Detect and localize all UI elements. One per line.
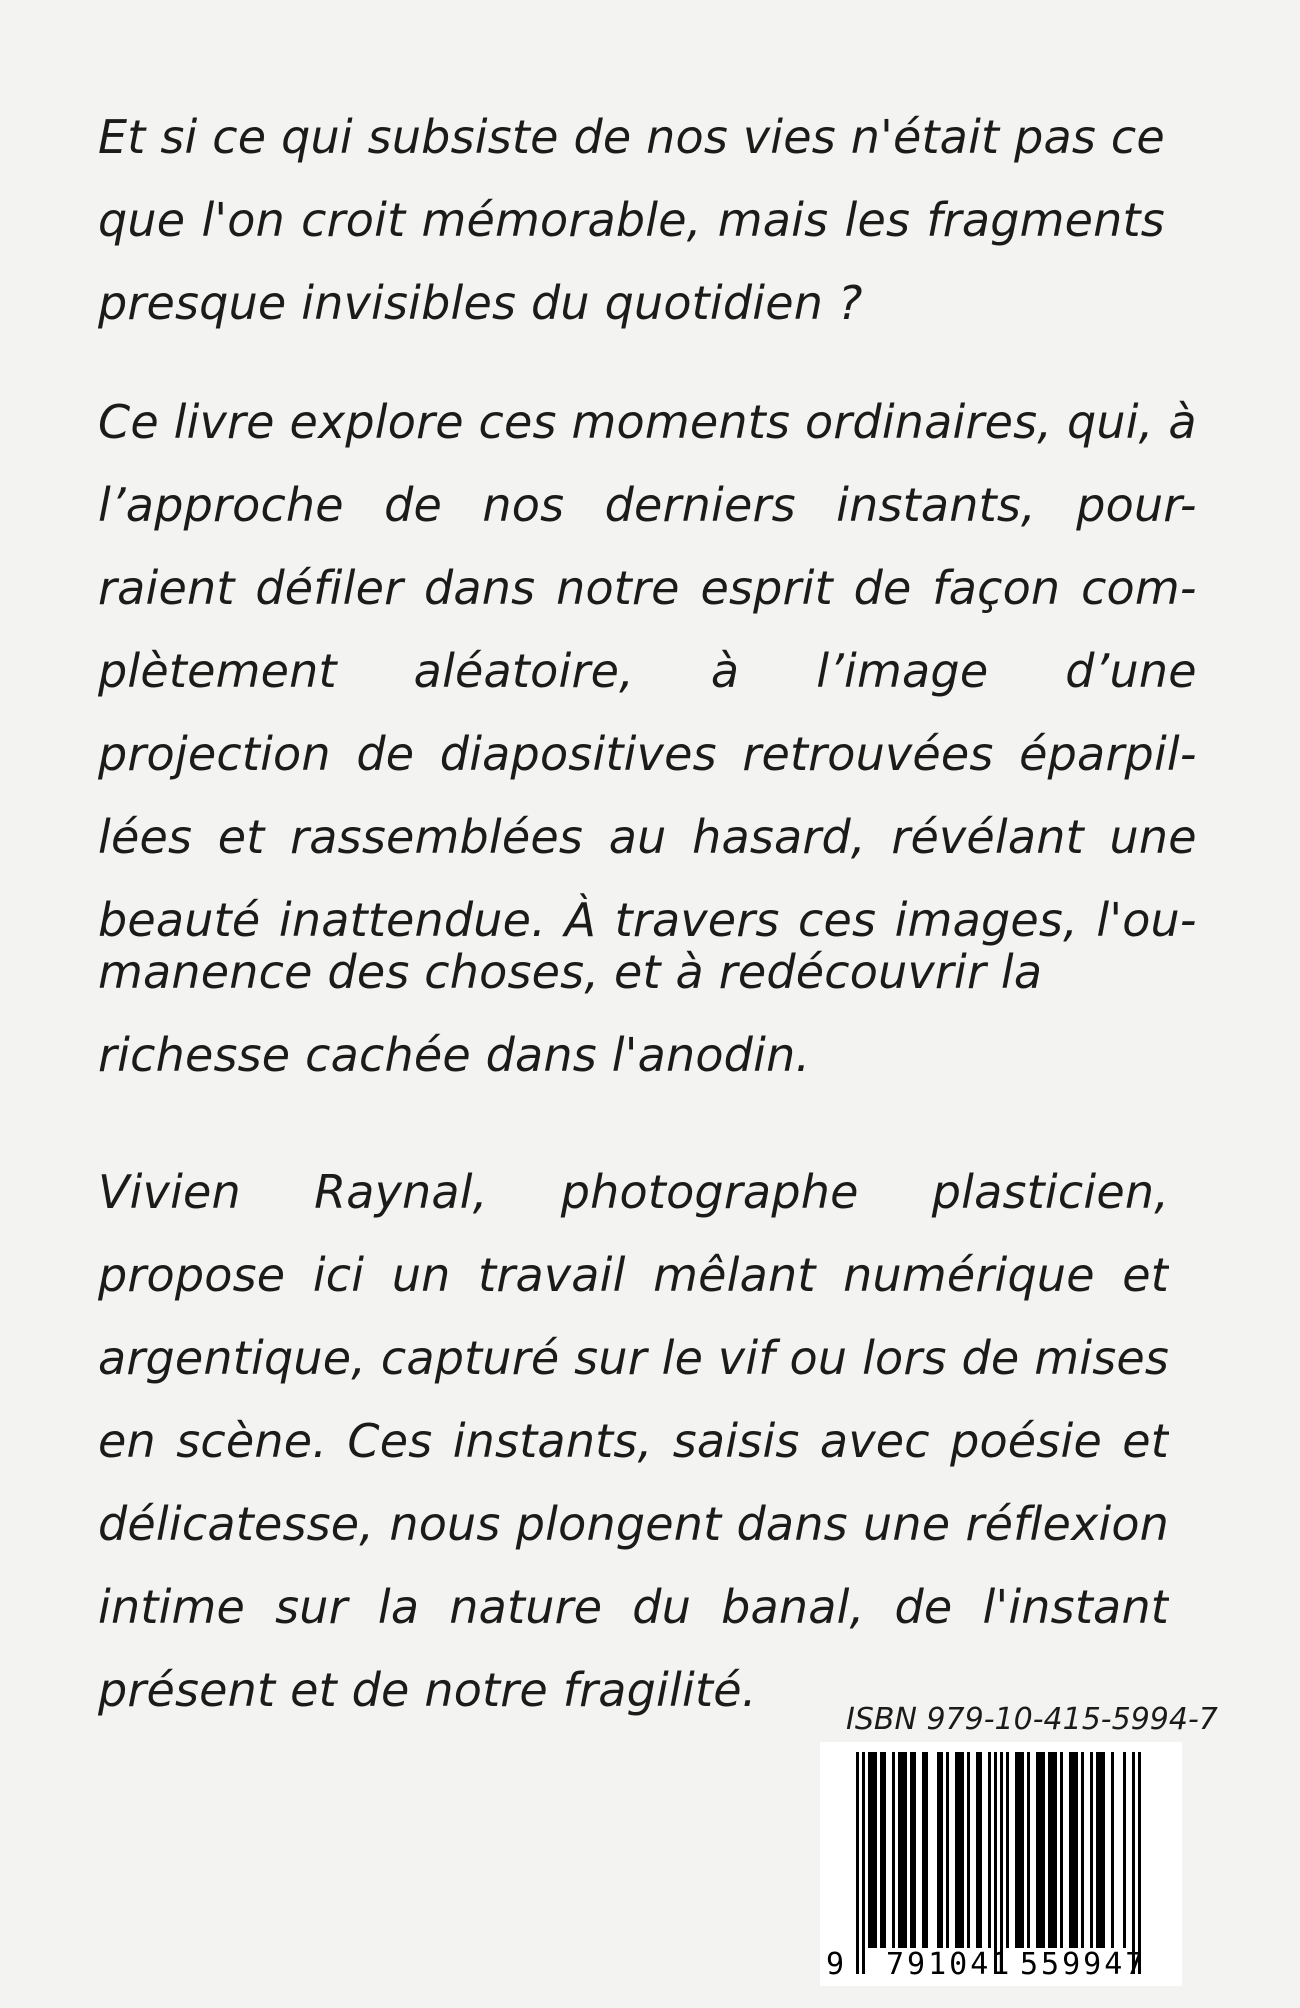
text-line: plètement aléatoire, à l’image d’une — [98, 644, 1197, 698]
barcode-bar — [922, 1752, 925, 1948]
paragraph-intro — [98, 96, 1165, 345]
barcode-bar — [1123, 1752, 1126, 1948]
paragraph-description — [98, 381, 1197, 962]
barcode-bar — [880, 1752, 883, 1948]
barcode-bar — [868, 1752, 871, 1948]
barcode-bar — [925, 1752, 928, 1948]
barcode-bar — [1015, 1752, 1018, 1948]
barcode-bar — [910, 1752, 913, 1948]
text-line: presque invisibles du quotidien ? — [98, 276, 863, 330]
barcode-bar — [904, 1752, 907, 1948]
text-line: que l'on croit mémorable, mais les fragments — [98, 193, 1165, 247]
text-line: Ce livre explore ces moments ordinaires, qui, à — [98, 395, 1197, 449]
text-line: manence des choses, et à redécouvrir la — [98, 945, 1043, 999]
barcode-bar — [1060, 1752, 1063, 1948]
text-line: projection de diapositives retrouvées éparpil- — [98, 727, 1197, 781]
text-line: richesse cachée dans l'anodin. — [98, 1028, 811, 1082]
barcode-bar — [940, 1752, 943, 1948]
barcode-bar — [1048, 1752, 1051, 1948]
barcode-bar — [1039, 1752, 1042, 1948]
barcode-bar — [898, 1752, 901, 1948]
barcode-bar — [1075, 1752, 1078, 1948]
barcode-first-digit: 9 — [826, 1947, 845, 1982]
barcode-right-digits: 559947 — [1020, 1947, 1147, 1982]
barcode-bar — [1102, 1752, 1105, 1948]
barcode-bar — [1054, 1752, 1057, 1948]
barcode-bar — [988, 1752, 991, 1948]
barcode-bar — [955, 1752, 958, 1948]
barcode-bar — [1027, 1752, 1030, 1948]
barcode-bar — [1069, 1752, 1072, 1948]
paragraph-continuation — [98, 931, 1042, 1097]
barcode-bar — [1018, 1752, 1021, 1948]
barcode-bar — [1090, 1752, 1093, 1948]
barcode-guard-bar — [1132, 1752, 1135, 1974]
barcode-bar — [1021, 1752, 1024, 1948]
barcode-bar — [961, 1752, 964, 1948]
barcode-bar — [871, 1752, 874, 1948]
barcode-bar — [1096, 1752, 1099, 1948]
isbn-label: ISBN 979-10-415-5994-7 — [846, 1702, 1218, 1737]
text-line: en scène. Ces instants, saisis avec poésie et — [98, 1414, 1170, 1468]
text-line: Vivien Raynal, photographe plasticien, — [98, 1165, 1170, 1219]
barcode-bar — [976, 1752, 979, 1948]
barcode-image — [820, 1742, 1182, 1986]
barcode-bar — [1006, 1752, 1009, 1948]
barcode-bar — [946, 1752, 949, 1948]
text-line: argentique, capturé sur le vif ou lors de mises — [98, 1331, 1170, 1385]
barcode-guard-bar — [856, 1752, 859, 1974]
text-line: raient défiler dans notre esprit de façon com- — [98, 561, 1197, 615]
text-line: lées et rassemblées au hasard, révélant une — [98, 810, 1197, 864]
barcode-bar — [901, 1752, 904, 1948]
barcode-guard-bar — [1000, 1752, 1003, 1974]
barcode-bar — [913, 1752, 916, 1948]
barcode-bar — [1081, 1752, 1084, 1948]
barcode-bar — [874, 1752, 877, 1948]
barcode-bar — [1111, 1752, 1114, 1948]
barcode-bar — [1036, 1752, 1039, 1948]
text-line: présent et de notre fragilité. — [98, 1663, 757, 1717]
barcode-guard-bar — [1138, 1752, 1141, 1974]
barcode-bar — [967, 1752, 970, 1948]
text-line: propose ici un travail mêlant numérique et — [98, 1248, 1170, 1302]
text-line: intime sur la nature du banal, de l'instant — [98, 1580, 1170, 1634]
barcode-bar — [958, 1752, 961, 1948]
barcode-bar — [937, 1752, 940, 1948]
text-line: l’approche de nos derniers instants, pour- — [98, 478, 1197, 532]
barcode-bar — [1051, 1752, 1054, 1948]
barcode-left-digits: 791041 — [886, 1947, 1013, 1982]
barcode-bar — [892, 1752, 895, 1948]
barcode-bar — [883, 1752, 886, 1948]
barcode-bar — [1042, 1752, 1045, 1948]
barcode-bar — [1072, 1752, 1075, 1948]
barcode-guard-bar — [862, 1752, 865, 1974]
barcode-bar — [1099, 1752, 1102, 1948]
text-line: Et si ce qui subsiste de nos vies n'était pas ce — [98, 110, 1165, 164]
paragraph-author — [98, 1151, 1169, 1732]
text-line: délicatesse, nous plongent dans une réflexion — [98, 1497, 1170, 1551]
barcode-guard-bar — [994, 1752, 997, 1974]
text-line: beauté inattendue. À travers ces images, l'ou- — [98, 893, 1197, 947]
barcode-bar — [979, 1752, 982, 1948]
